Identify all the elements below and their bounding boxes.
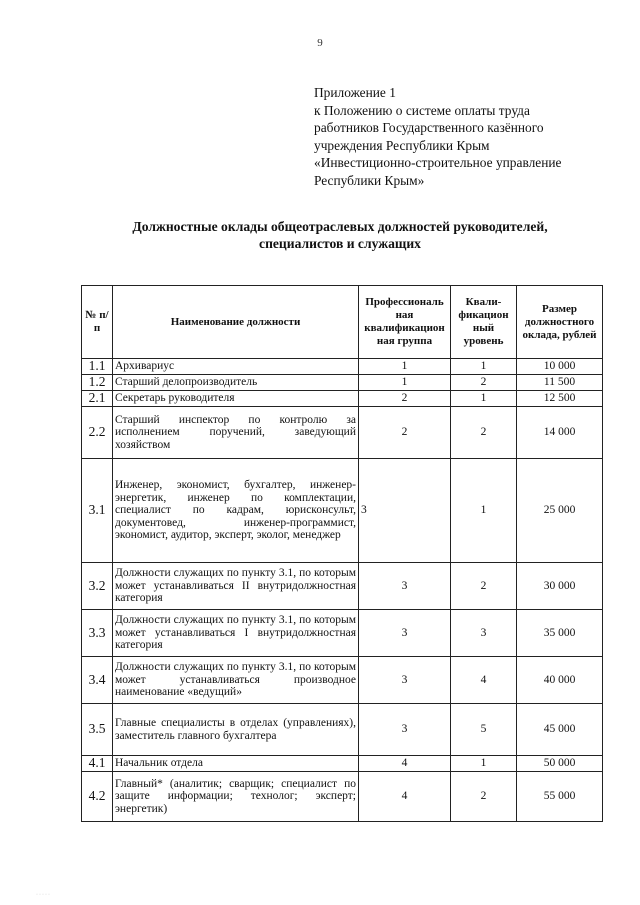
row-position: Главные специалисты в отделах (управлениях), заместитель главного бухгалтера [113, 704, 359, 756]
row-group: 2 [359, 407, 451, 459]
row-salary: 11 500 [517, 375, 603, 391]
row-group: 4 [359, 772, 451, 822]
row-position: Начальник отдела [113, 756, 359, 772]
row-group: 3 [359, 563, 451, 610]
row-level: 4 [451, 657, 517, 704]
row-num: 4.2 [82, 772, 113, 822]
row-salary: 45 000 [517, 704, 603, 756]
row-level: 2 [451, 563, 517, 610]
row-position: Инженер, экономист, бухгалтер, инженер-энергетик, инженер по комплектации, специалист по кадрам, юрисконсульт, документовед, инженер-программист, экономист, аудитор, эксперт, эколог, менеджер [113, 459, 359, 563]
row-level: 1 [451, 756, 517, 772]
row-level: 1 [451, 391, 517, 407]
row-salary: 14 000 [517, 407, 603, 459]
document-title-line-2: специалистов и служащих [259, 236, 421, 251]
table-row [82, 657, 603, 704]
table-row [82, 459, 603, 563]
table-row [82, 375, 603, 391]
row-salary: 35 000 [517, 610, 603, 657]
table-row [82, 610, 603, 657]
row-group: 1 [359, 375, 451, 391]
table-body [82, 359, 603, 822]
row-position: Главный* (аналитик; сварщик; специалист по защите информации; технолог; эксперт; энергетик) [113, 772, 359, 822]
row-group: 3 [359, 704, 451, 756]
row-salary: 10 000 [517, 359, 603, 375]
appendix-block [314, 84, 614, 189]
header-group: Профессиональ ная квалификацион ная группа [359, 286, 451, 359]
document-title-line-1: Должностные оклады общеотраслевых должностей руководителей, [132, 219, 548, 234]
row-salary: 40 000 [517, 657, 603, 704]
table-row [82, 407, 603, 459]
row-salary: 50 000 [517, 756, 603, 772]
appendix-line: «Инвестиционно-строительное управление [314, 155, 562, 170]
row-group: 1 [359, 359, 451, 375]
row-level: 2 [451, 772, 517, 822]
document-title [60, 218, 620, 252]
appendix-line: Республики Крым» [314, 172, 425, 188]
table-row [82, 756, 603, 772]
row-salary: 25 000 [517, 459, 603, 563]
row-group: 4 [359, 756, 451, 772]
table-row [82, 704, 603, 756]
scan-mark: ····· [36, 892, 51, 898]
row-level: 2 [451, 375, 517, 391]
row-position: Секретарь руководителя [113, 391, 359, 407]
header-name: Наименование должности [113, 286, 359, 359]
table-row [82, 391, 603, 407]
row-level: 1 [451, 459, 517, 563]
row-num: 2.2 [82, 407, 113, 459]
row-position: Старший инспектор по контролю за исполнением поручений, заведующий хозяйством [113, 407, 359, 459]
row-num: 4.1 [82, 756, 113, 772]
row-position: Старший делопроизводитель [113, 375, 359, 391]
row-num: 3.1 [82, 459, 113, 563]
row-num: 2.1 [82, 391, 113, 407]
row-position: Должности служащих по пункту 3.1, по которым может устанавливаться I внутридолжностная категория [113, 610, 359, 657]
table-row [82, 359, 603, 375]
row-num: 1.2 [82, 375, 113, 391]
row-num: 3.3 [82, 610, 113, 657]
row-level: 3 [451, 610, 517, 657]
row-group: 3 [359, 459, 451, 563]
table-row [82, 772, 603, 822]
header-num: № п/п [82, 286, 113, 359]
row-position: Архивариус [113, 359, 359, 375]
row-salary: 30 000 [517, 563, 603, 610]
row-position: Должности служащих по пункту 3.1, по которым может устанавливаться II внутридолжностная категория [113, 563, 359, 610]
table-row [82, 563, 603, 610]
appendix-line: учреждения Республики Крым [314, 137, 490, 153]
row-num: 3.5 [82, 704, 113, 756]
salary-table [81, 285, 603, 822]
row-num: 1.1 [82, 359, 113, 375]
row-salary: 12 500 [517, 391, 603, 407]
header-level: Квали- фикацион ный уровень [451, 286, 517, 359]
row-position: Должности служащих по пункту 3.1, по которым может устанавливаться производное наименование «ведущий» [113, 657, 359, 704]
row-group: 3 [359, 657, 451, 704]
header-salary: Размер должностного оклада, рублей [517, 286, 603, 359]
page-number: 9 [317, 37, 323, 49]
appendix-line: к Положению о системе оплаты труда [314, 102, 530, 118]
row-salary: 55 000 [517, 772, 603, 822]
row-level: 5 [451, 704, 517, 756]
row-num: 3.2 [82, 563, 113, 610]
row-num: 3.4 [82, 657, 113, 704]
appendix-line: работников Государственного казённого [314, 120, 544, 135]
appendix-line: Приложение 1 [314, 85, 396, 100]
row-group: 2 [359, 391, 451, 407]
row-level: 2 [451, 407, 517, 459]
table-header-row [82, 286, 603, 359]
row-group: 3 [359, 610, 451, 657]
row-level: 1 [451, 359, 517, 375]
